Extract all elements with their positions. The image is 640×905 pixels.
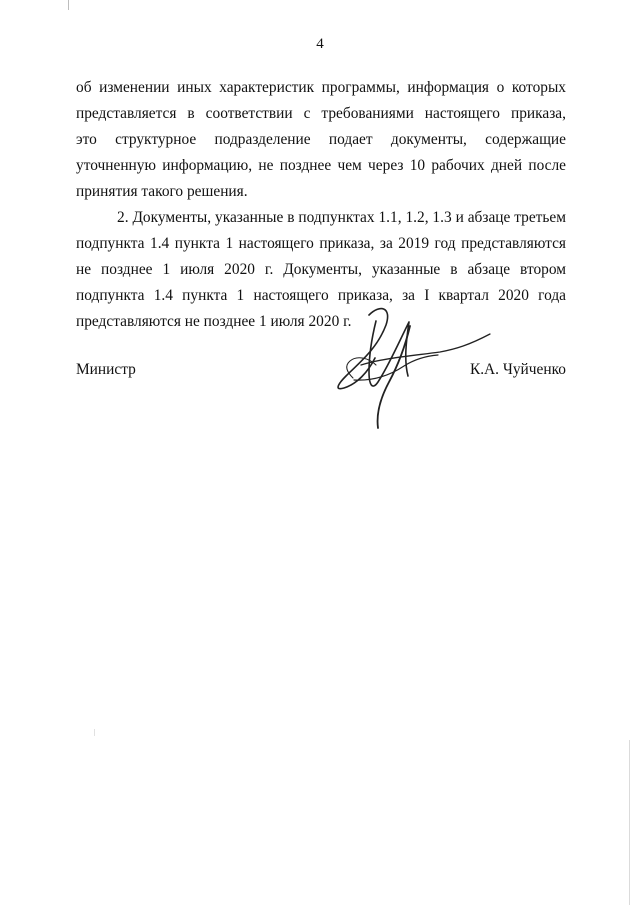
paragraph-line: подпункта 1.4 пункта 1 настоящего приказа, за 2019 год представляются	[76, 235, 566, 252]
paragraph-line: не позднее 1 июля 2020 г. Документы, указанные в абзаце втором	[76, 261, 566, 278]
signer-name: К.А. Чуйченко	[469, 361, 566, 378]
paragraph-line: об изменении иных характеристик программы, информация о которых	[76, 79, 566, 96]
scan-dust-mark	[94, 729, 95, 736]
scan-edge-mark	[68, 0, 69, 10]
page-number: 4	[316, 36, 324, 52]
paragraph-line: представляются не позднее 1 июля 2020 г.	[76, 313, 352, 330]
paragraph-line: 2. Документы, указанные в подпунктах 1.1, 1.2, 1.3 и абзаце третьем	[117, 209, 566, 226]
paragraph-line: принятия такого решения.	[76, 183, 248, 200]
paragraph-line: это структурное подразделение подает документы, содержащие	[76, 131, 566, 148]
paragraph-line: представляется в соответствии с требованиями настоящего приказа,	[76, 105, 566, 122]
signature-row	[76, 361, 566, 383]
position-title: Министр	[76, 361, 136, 378]
scan-edge-mark	[629, 740, 630, 905]
paragraph-line: уточненную информацию, не позднее чем через 10 рабочих дней после	[76, 157, 566, 174]
paragraph-line: подпункта 1.4 пункта 1 настоящего приказа, за I квартал 2020 года	[76, 287, 566, 304]
